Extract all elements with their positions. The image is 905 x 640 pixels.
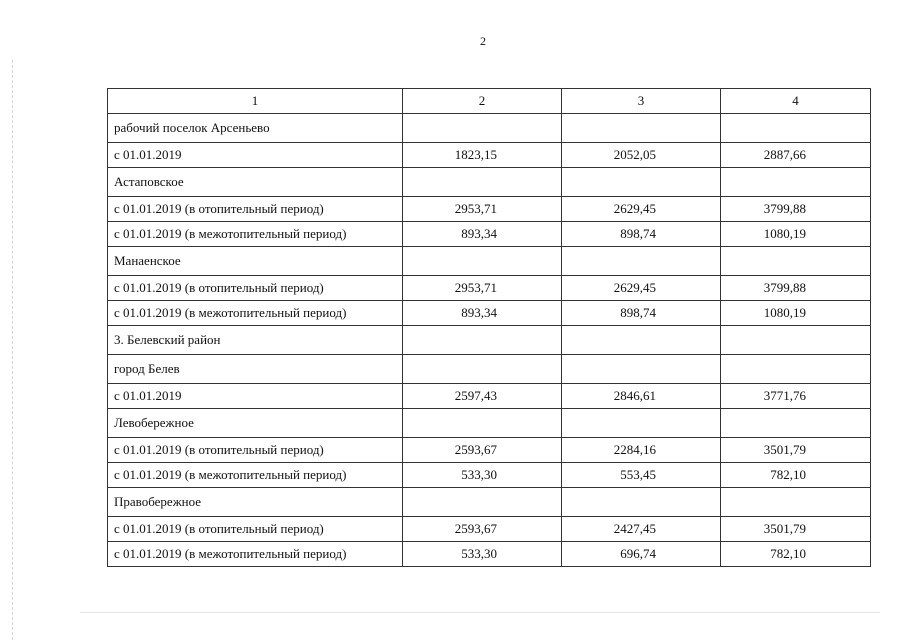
group-label: Астаповское: [108, 168, 403, 197]
group-label: рабочий поселок Арсеньево: [108, 114, 403, 143]
table-row: [108, 384, 871, 409]
empty-cell: [721, 114, 871, 143]
table-cell-value: 2052,05: [562, 143, 721, 168]
empty-cell: [562, 488, 721, 517]
table-row: [108, 542, 871, 567]
empty-cell: [403, 409, 562, 438]
scan-margin-line: [12, 60, 13, 640]
table-cell-value: 898,74: [562, 301, 721, 326]
table-cell-value: 3799,88: [721, 276, 871, 301]
row-label: с 01.01.2019: [108, 143, 403, 168]
empty-cell: [403, 247, 562, 276]
empty-cell: [562, 409, 721, 438]
table-cell-value: 3799,88: [721, 197, 871, 222]
table-cell-value: 2597,43: [403, 384, 562, 409]
empty-cell: [721, 488, 871, 517]
row-label: с 01.01.2019 (в межотопительный период): [108, 301, 403, 326]
table-cell-value: 533,30: [403, 463, 562, 488]
row-label: с 01.01.2019: [108, 384, 403, 409]
empty-cell: [403, 168, 562, 197]
table-cell-value: 553,45: [562, 463, 721, 488]
table-header-row: [108, 89, 871, 114]
table-row: [108, 463, 871, 488]
table-cell-value: 2953,71: [403, 197, 562, 222]
empty-cell: [562, 247, 721, 276]
row-label: с 01.01.2019 (в межотопительный период): [108, 222, 403, 247]
row-label: с 01.01.2019 (в отопительный период): [108, 197, 403, 222]
table-row: [108, 438, 871, 463]
table-row: [108, 222, 871, 247]
group-row: [108, 247, 871, 276]
scan-bottom-line: [80, 612, 880, 613]
empty-cell: [721, 168, 871, 197]
group-row: [108, 488, 871, 517]
page-number: 2: [480, 34, 486, 48]
table-cell-value: 1823,15: [403, 143, 562, 168]
empty-cell: [562, 114, 721, 143]
table-cell-value: 2593,67: [403, 517, 562, 542]
table-cell-value: 3501,79: [721, 517, 871, 542]
column-header: 3: [562, 89, 721, 114]
group-row: [108, 168, 871, 197]
table-cell-value: 782,10: [721, 463, 871, 488]
empty-cell: [721, 409, 871, 438]
row-label: с 01.01.2019 (в межотопительный период): [108, 463, 403, 488]
table-cell-value: 2427,45: [562, 517, 721, 542]
tariff-table: [107, 88, 871, 567]
table-row: [108, 143, 871, 168]
group-row: [108, 355, 871, 384]
row-label: с 01.01.2019 (в межотопительный период): [108, 542, 403, 567]
table-cell-value: 2629,45: [562, 197, 721, 222]
column-header: 4: [721, 89, 871, 114]
table-cell-value: 782,10: [721, 542, 871, 567]
column-header: 2: [403, 89, 562, 114]
table-cell-value: 893,34: [403, 222, 562, 247]
table-row: [108, 276, 871, 301]
empty-cell: [403, 326, 562, 355]
table-cell-value: 2593,67: [403, 438, 562, 463]
empty-cell: [562, 326, 721, 355]
group-row: [108, 326, 871, 355]
group-row: [108, 409, 871, 438]
table-cell-value: 2953,71: [403, 276, 562, 301]
empty-cell: [721, 326, 871, 355]
empty-cell: [721, 355, 871, 384]
group-label: Манаенское: [108, 247, 403, 276]
empty-cell: [562, 168, 721, 197]
group-label: город Белев: [108, 355, 403, 384]
group-label: Левобережное: [108, 409, 403, 438]
empty-cell: [403, 488, 562, 517]
group-row: [108, 114, 871, 143]
row-label: с 01.01.2019 (в отопительный период): [108, 438, 403, 463]
table-cell-value: 2284,16: [562, 438, 721, 463]
table-cell-value: 2629,45: [562, 276, 721, 301]
table-cell-value: 3501,79: [721, 438, 871, 463]
group-label: 3. Белевский район: [108, 326, 403, 355]
group-label: Правобережное: [108, 488, 403, 517]
table-cell-value: 696,74: [562, 542, 721, 567]
table-row: [108, 301, 871, 326]
row-label: с 01.01.2019 (в отопительный период): [108, 517, 403, 542]
table-cell-value: 1080,19: [721, 222, 871, 247]
empty-cell: [403, 355, 562, 384]
table-cell-value: 2887,66: [721, 143, 871, 168]
table-cell-value: 898,74: [562, 222, 721, 247]
table-row: [108, 197, 871, 222]
table-cell-value: 893,34: [403, 301, 562, 326]
table-cell-value: 2846,61: [562, 384, 721, 409]
table-cell-value: 1080,19: [721, 301, 871, 326]
table-row: [108, 517, 871, 542]
column-header: 1: [108, 89, 403, 114]
empty-cell: [403, 114, 562, 143]
empty-cell: [562, 355, 721, 384]
table-cell-value: 3771,76: [721, 384, 871, 409]
empty-cell: [721, 247, 871, 276]
table-cell-value: 533,30: [403, 542, 562, 567]
row-label: с 01.01.2019 (в отопительный период): [108, 276, 403, 301]
